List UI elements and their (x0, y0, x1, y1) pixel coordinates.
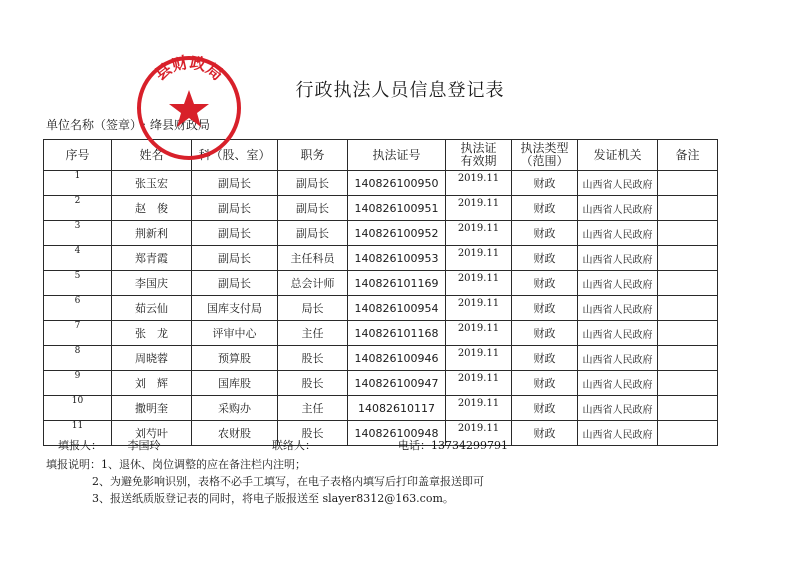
note-cell (658, 246, 718, 271)
dept-cell: 副局长 (192, 271, 278, 296)
notes-label: 填报说明： (46, 458, 101, 471)
unit-value: 绛县财政局 (150, 118, 211, 132)
table-row (44, 196, 718, 221)
cert-cell: 140826100947 (348, 371, 446, 396)
seq-cell: 8 (44, 346, 112, 371)
cert-cell: 140826100946 (348, 346, 446, 371)
post-cell: 副局长 (278, 221, 348, 246)
valid-cell: 2019.11 (446, 321, 512, 346)
seq-cell: 11 (44, 421, 112, 446)
seq-cell: 6 (44, 296, 112, 321)
header-dept: 科（股、室） (192, 140, 278, 171)
valid-cell: 2019.11 (446, 171, 512, 196)
seal-star-icon (169, 90, 209, 127)
type-cell: 财政 (512, 321, 578, 346)
seq-cell: 10 (44, 396, 112, 421)
personnel-table (43, 139, 718, 446)
note-1: 1、退休、岗位调整的应在备注栏内注明； (101, 458, 306, 471)
name-cell: 周晓蓉 (112, 346, 192, 371)
header-post: 职务 (278, 140, 348, 171)
table-row (44, 221, 718, 246)
note-cell (658, 321, 718, 346)
valid-cell: 2019.11 (446, 296, 512, 321)
seq-cell: 4 (44, 246, 112, 271)
name-cell: 李国庆 (112, 271, 192, 296)
name-cell: 张 龙 (112, 321, 192, 346)
table-row (44, 346, 718, 371)
name-cell: 刘 辉 (112, 371, 192, 396)
issuer-cell: 山西省人民政府 (578, 346, 658, 371)
issuer-cell: 山西省人民政府 (578, 396, 658, 421)
valid-cell: 2019.11 (446, 271, 512, 296)
cert-cell: 140826100951 (348, 196, 446, 221)
valid-cell: 2019.11 (446, 196, 512, 221)
seq-cell: 5 (44, 271, 112, 296)
seq-cell: 9 (44, 371, 112, 396)
valid-cell: 2019.11 (446, 371, 512, 396)
name-cell: 撒明奎 (112, 396, 192, 421)
filler-field (58, 437, 161, 453)
header-note: 备注 (658, 140, 718, 171)
dept-cell: 评审中心 (192, 321, 278, 346)
dept-cell: 采购办 (192, 396, 278, 421)
unit-label: 单位名称（签章）: (46, 118, 147, 132)
header-seq: 序号 (44, 140, 112, 171)
issuer-cell: 山西省人民政府 (578, 171, 658, 196)
table-row (44, 371, 718, 396)
dept-cell: 副局长 (192, 171, 278, 196)
header-cert: 执法证号 (348, 140, 446, 171)
cert-cell: 140826100953 (348, 246, 446, 271)
dept-cell: 国库支付局 (192, 296, 278, 321)
note-cell (658, 221, 718, 246)
header-valid: 执法证 有效期 (446, 140, 512, 171)
dept-cell: 预算股 (192, 346, 278, 371)
dept-cell: 国库股 (192, 371, 278, 396)
issuer-cell: 山西省人民政府 (578, 246, 658, 271)
contact-field (272, 437, 316, 453)
table-row (44, 246, 718, 271)
table-row (44, 321, 718, 346)
type-cell: 财政 (512, 421, 578, 446)
post-cell: 主任 (278, 396, 348, 421)
seq-cell: 1 (44, 171, 112, 196)
issuer-cell: 山西省人民政府 (578, 321, 658, 346)
seal-text: 县财政局 (151, 52, 227, 85)
type-cell: 财政 (512, 221, 578, 246)
post-cell: 总会计师 (278, 271, 348, 296)
dept-cell: 农财股 (192, 421, 278, 446)
dept-cell: 副局长 (192, 246, 278, 271)
post-cell: 副局长 (278, 171, 348, 196)
dept-cell: 副局长 (192, 221, 278, 246)
name-cell: 荆新利 (112, 221, 192, 246)
valid-cell: 2019.11 (446, 221, 512, 246)
phone-label: 电话： (398, 439, 431, 452)
cert-cell: 140826100948 (348, 421, 446, 446)
valid-cell: 2019.11 (446, 246, 512, 271)
name-cell: 赵 俊 (112, 196, 192, 221)
note-cell (658, 421, 718, 446)
filler-label: 填报人： (58, 439, 102, 452)
header-type: 执法类型 （范围） (512, 140, 578, 171)
cert-cell: 140826101168 (348, 321, 446, 346)
name-cell: 郑青霞 (112, 246, 192, 271)
name-cell: 茹云仙 (112, 296, 192, 321)
post-cell: 局长 (278, 296, 348, 321)
note-cell (658, 396, 718, 421)
valid-cell: 2019.11 (446, 421, 512, 446)
dept-cell: 副局长 (192, 196, 278, 221)
official-seal (133, 52, 245, 164)
issuer-cell: 山西省人民政府 (578, 371, 658, 396)
type-cell: 财政 (512, 171, 578, 196)
notes-section (46, 456, 484, 507)
note-cell (658, 271, 718, 296)
post-cell: 股长 (278, 371, 348, 396)
cert-cell: 140826100950 (348, 171, 446, 196)
seq-cell: 2 (44, 196, 112, 221)
table-row (44, 171, 718, 196)
filler-value: 李国玲 (127, 439, 161, 452)
post-cell: 股长 (278, 346, 348, 371)
table-row (44, 271, 718, 296)
type-cell: 财政 (512, 246, 578, 271)
issuer-cell: 山西省人民政府 (578, 421, 658, 446)
post-cell: 主任 (278, 321, 348, 346)
issuer-cell: 山西省人民政府 (578, 196, 658, 221)
page-title: 行政执法人员信息登记表 (295, 80, 505, 101)
name-cell: 刘芍叶 (112, 421, 192, 446)
type-cell: 财政 (512, 346, 578, 371)
note-cell (658, 371, 718, 396)
contact-label: 联络人： (272, 439, 316, 452)
name-cell: 张玉宏 (112, 171, 192, 196)
table-row (44, 296, 718, 321)
type-cell: 财政 (512, 371, 578, 396)
type-cell: 财政 (512, 396, 578, 421)
cert-cell: 140826100954 (348, 296, 446, 321)
type-cell: 财政 (512, 296, 578, 321)
seq-cell: 7 (44, 321, 112, 346)
note-2: 2、为避免影响识别，表格不必手工填写，在电子表格内填写后打印盖章报送即可 (92, 475, 484, 488)
type-cell: 财政 (512, 271, 578, 296)
note-cell (658, 171, 718, 196)
post-cell: 主任科员 (278, 246, 348, 271)
seq-cell: 3 (44, 221, 112, 246)
cert-cell: 14082610117 (348, 396, 446, 421)
table-row (44, 396, 718, 421)
post-cell: 股长 (278, 421, 348, 446)
cert-cell: 140826100952 (348, 221, 446, 246)
issuer-cell: 山西省人民政府 (578, 296, 658, 321)
issuer-cell: 山西省人民政府 (578, 271, 658, 296)
header-name: 姓名 (112, 140, 192, 171)
note-cell (658, 196, 718, 221)
header-issuer: 发证机关 (578, 140, 658, 171)
post-cell: 副局长 (278, 196, 348, 221)
cert-cell: 140826101169 (348, 271, 446, 296)
valid-cell: 2019.11 (446, 396, 512, 421)
phone-value: 13734299791 (431, 439, 508, 452)
note-cell (658, 296, 718, 321)
note-3: 3、报送纸质版登记表的同时，将电子版报送至 slayer8312@163.com。 (92, 492, 454, 505)
note-cell (658, 346, 718, 371)
type-cell: 财政 (512, 196, 578, 221)
valid-cell: 2019.11 (446, 346, 512, 371)
phone-field (398, 437, 508, 453)
issuer-cell: 山西省人民政府 (578, 221, 658, 246)
